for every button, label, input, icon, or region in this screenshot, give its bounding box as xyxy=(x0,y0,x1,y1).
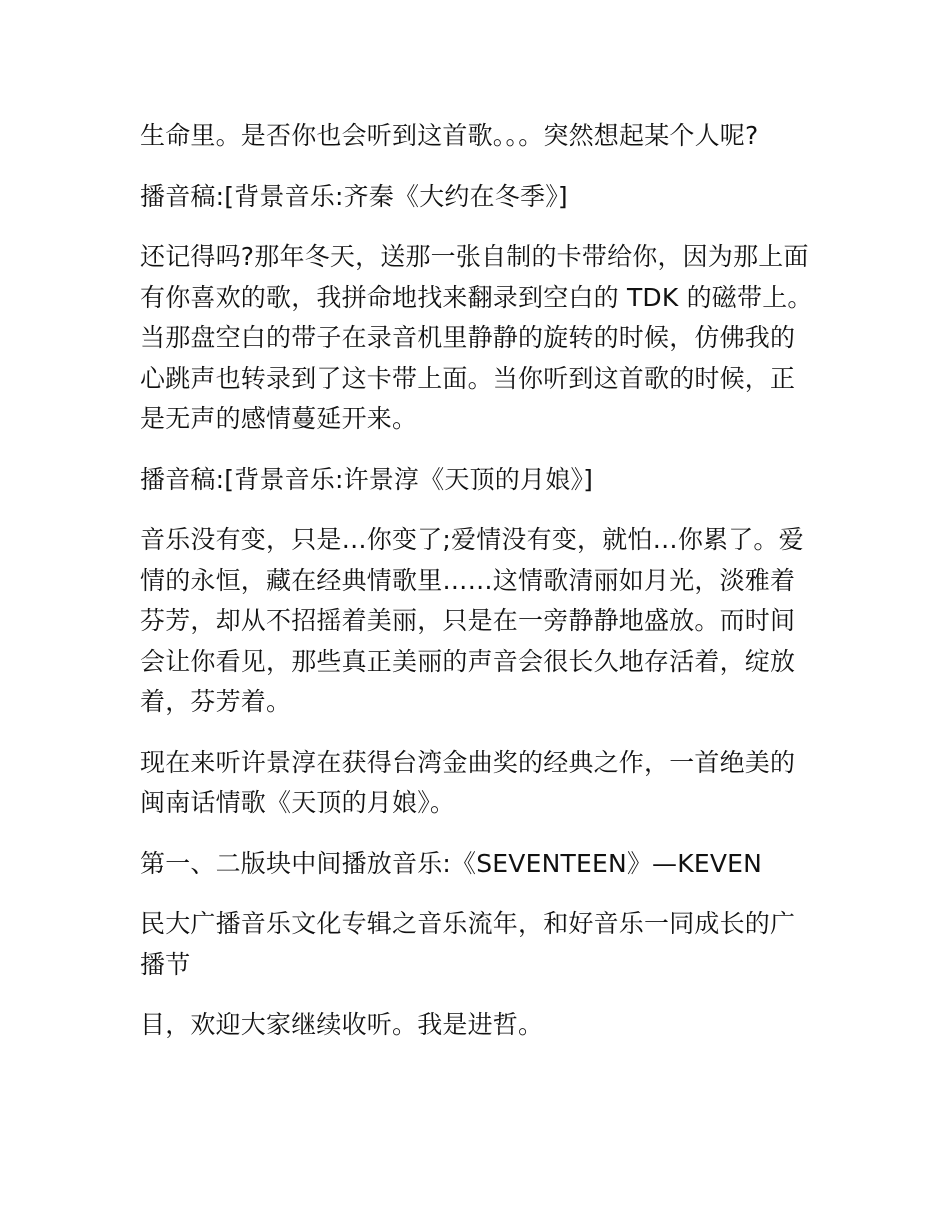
paragraph-intro-end: 生命里。是否你也会听到这首歌。。。突然想起某个人呢? xyxy=(140,121,759,150)
paragraph-tdk-memory: 还记得吗?那年冬天，送那一张自制的卡带给你，因为那上面有你喜欢的歌，我拼命地找来翻录到空白的 TDK 的磁带上。当那盘空白的带子在录音机里静静的旋转的时候，仿佛我的心跳声也转录到了这卡带上面。当你听到这首歌的时候，正是无声的感情蔓延开来。 xyxy=(140,242,813,433)
paragraph-song-introduction: 现在来听许景淳在获得台湾金曲奖的经典之作，一首绝美的闽南话情歌《天顶的月娘》。 xyxy=(140,747,796,817)
document-body xyxy=(140,116,815,1066)
paragraph-program-name: 民大广播音乐文化专辑之音乐流年，和好音乐一同成长的广播节 xyxy=(140,909,796,979)
paragraph-section-music: 第一、二版块中间播放音乐:《SEVENTEEN》—KEVEN xyxy=(140,848,763,878)
paragraph-welcome-back: 目，欢迎大家继续收听。我是进哲。 xyxy=(140,1010,544,1039)
paragraph-love-song: 音乐没有变，只是…你变了;爱情没有变，就怕…你累了。爱情的永恒，藏在经典情歌里……这情歌清丽如月光，淡雅着芬芳，却从不招摇着美丽，只是在一旁静静地盛放。而时间会让你看见，那些真正美丽的声音会很长久地存活着，绽放着，芬芳着。 xyxy=(140,525,804,716)
paragraph-broadcast-note-2: 播音稿:[背景音乐:许景淳《天顶的月娘》] xyxy=(140,464,594,494)
paragraph-broadcast-note-1: 播音稿:[背景音乐:齐秦《大约在冬季》] xyxy=(140,181,568,211)
